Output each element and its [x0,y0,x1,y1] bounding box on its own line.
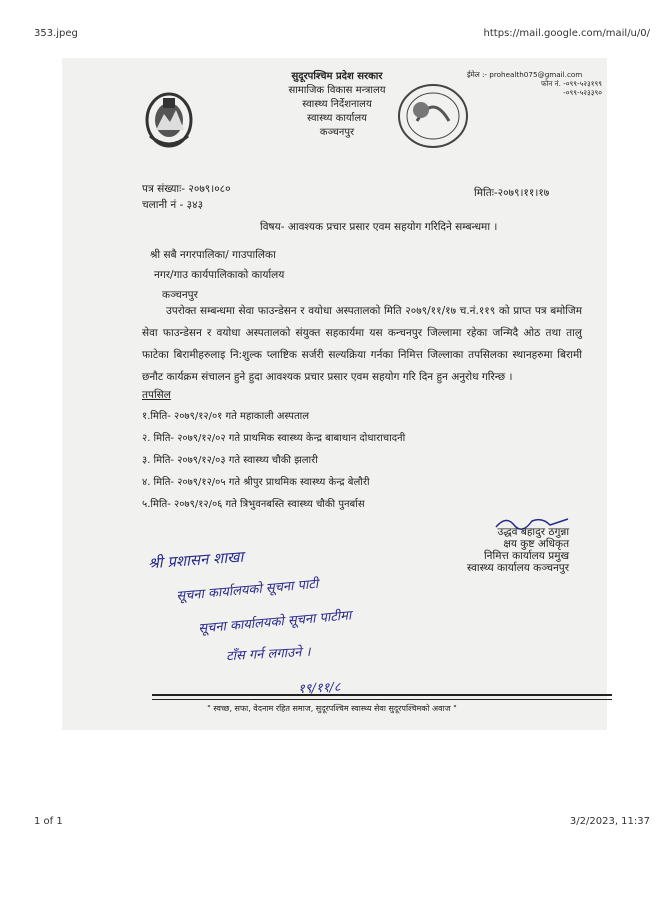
heading-line: कञ्चनपुर [319,127,355,138]
letter-subject: विषय- आवश्यक प्रचार प्रसार एवम सहयोग गरिदिने सम्बन्धमा । [260,221,498,233]
handwritten-note [148,546,468,716]
reference-number: पत्र संख्याः- २०७९।०८० [142,183,231,195]
letter-body [142,300,582,388]
office-heading [282,70,392,140]
contact-info [467,70,602,97]
footer-divider [152,694,612,696]
letter-body-text: उपरोक्त सम्बन्धमा सेवा फाउन्डेसन र वयोधा अस्पतालको मिति २०७९/११/१७ च.नं.११९ को प्राप्त पत्र बमोजिम सेवा फाउन्डेसन र वयोधा अस्पतालको संयुक्त सहकार्यमा यस कन्चनपुर जिल्लामा रहेका जन्मिदै ओठ तथा तालु फाटेका बिरामीहरुलाइ नि:शुल्क प्लाष्टिक सर्जरी सल्यक्रिया गर्नका निमित्त जिल्लाका तपसिलका स्थानहरुमा बिरामी छनौट कार्यक्रम संचालन हुने हुदा आवश्यक प्रचार प्रसार एवम सहयोग गरि दिन हुन अनुरोध गरिन्छ । [142,305,582,383]
footer-divider [152,699,612,700]
print-datetime: 3/2/2023, 11:37 [569,816,650,827]
file-name: 353.jpeg [34,28,78,39]
scanned-letter [62,58,607,730]
phone-text: -०९९-५२३३९० [563,88,602,97]
handwritten-line: सूचना कार्यालयको सूचना पाटी [175,576,319,605]
letter-date: मितिः-२०७९।११।१७ [474,187,550,199]
nepal-emblem-logo [144,90,194,148]
signatory-office: निमित्त कार्यालय प्रमुख [483,550,570,562]
page-indicator: 1 of 1 [34,816,63,827]
tapsil-heading: तपसिल [142,389,171,401]
signatory-name: उद्धव बहादुर ठगुन्ना [497,526,570,538]
schedule-item: ३. मिति- २०७९/१२/०३ गते स्वास्थ्य चौकी झलारी [142,455,318,466]
heading-line: सामाजिक विकास मन्त्रालय [288,85,386,96]
addressee-line: कञ्चनपुर [162,289,198,301]
schedule-item: ४. मिति- २०७९/१२/०५ गते श्रीपुर प्राथमिक स्वास्थ्य केन्द्र बेलौरी [142,477,370,488]
page-url: https://mail.google.com/mail/u/0/ [483,28,650,39]
signatory-designation: क्षय कुष्ट अधिकृत [503,538,570,550]
handwritten-line: १९/११/८ [297,679,342,698]
addressee-line: नगर/गाउ कार्यपालिकाको कार्यालय [154,269,285,281]
heading-line: स्वास्थ्य निर्देशनालय [302,99,372,110]
addressee-line: श्री सबै नगरपालिका/ गाउपालिका [150,249,276,261]
signatory-block [467,526,569,574]
handwritten-line: सूचना कार्यालयको सूचना पाटीमा [197,608,352,637]
footer-motto: " स्वच्छ, सफा, वेदनाम रहित समाज, सुदूरपश्चिम स्वास्थ्य सेवा सुदूरपश्चिमको अवाज " [207,704,457,713]
phone-text: फोन नं. -०९९-५२३१९९ [540,79,602,88]
handwritten-line: श्री प्रशासन शाखा [147,547,244,573]
schedule-item: १.मिति- २०७९/१२/०१ गते महाकाली अस्पताल [142,411,310,422]
email-text: ईमेल :- prohealth075@gmail.com [467,70,583,79]
schedule-item: ५.मिति- २०७९/१२/०६ गते त्रिभुवनबस्ति स्वास्थ्य चौकी पुनर्बास [142,499,365,510]
signatory-office: स्वास्थ्य कार्यालय कञ्चनपुर [467,562,570,574]
office-seal-stamp [397,83,469,149]
heading-line: स्वास्थ्य कार्यालय [307,113,367,124]
handwritten-line: टाँस गर्न लगाउने । [225,644,311,665]
schedule-item: २. मिति- २०७९/१२/०२ गते प्राथमिक स्वास्थ्य केन्द्र बाबाथान दोधारा‌चादनी [142,433,406,444]
heading-line: सुदूरपश्चिम प्रदेश सरकार [291,71,383,82]
dispatch-number: चलानी नं - ३४३ [142,199,204,211]
